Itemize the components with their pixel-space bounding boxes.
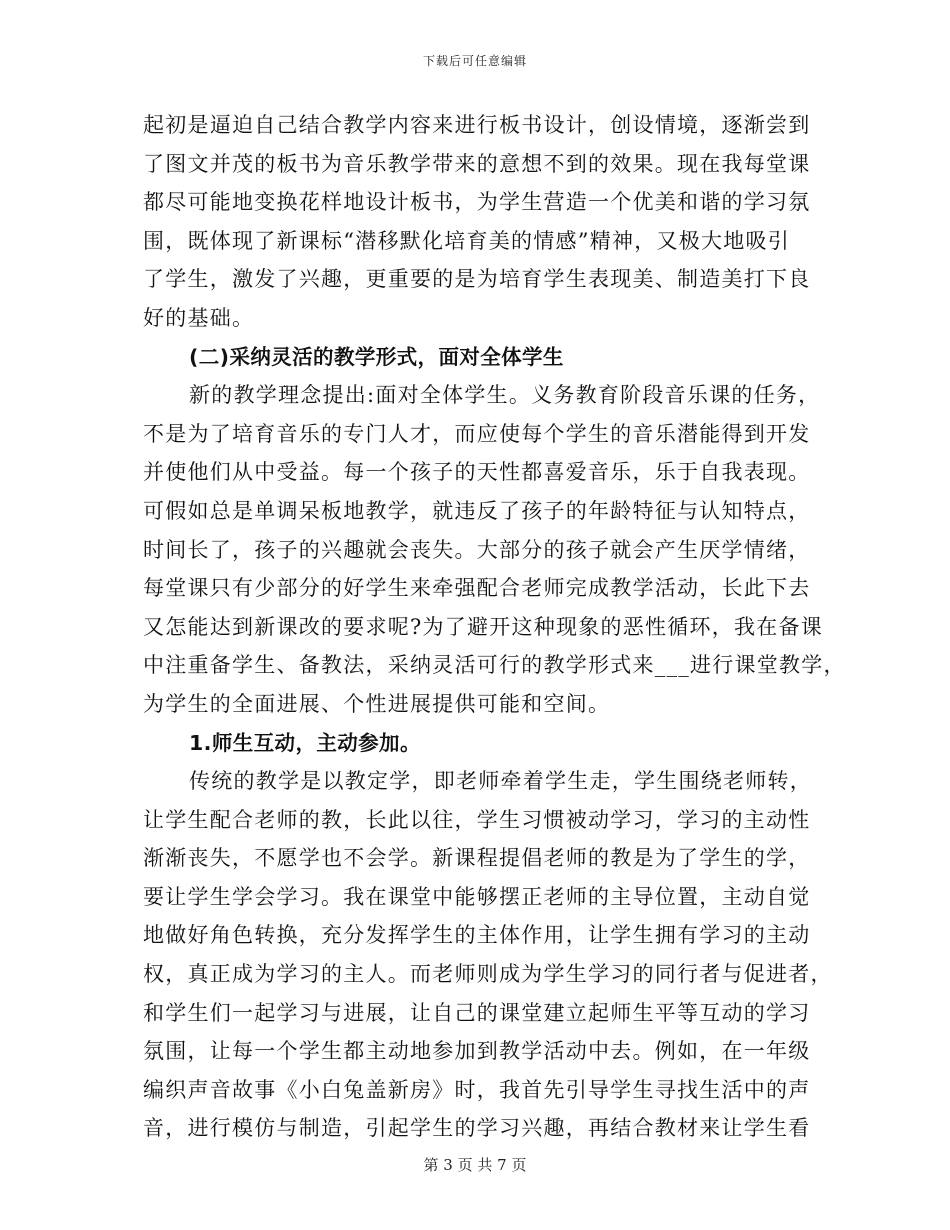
paragraph-line: 为学生的全面进展、个性进展提供可能和空间。 — [143, 691, 611, 716]
paragraph-line: 不是为了培育音乐的专门人才，而应使每个学生的音乐潜能得到开发 — [143, 421, 811, 446]
paragraph-line: 了学生，激发了兴趣，更重要的是为培育学生表现美、制造美打下良 — [143, 267, 811, 292]
paragraph-line: 地做好角色转换，充分发挥学生的主体作用，让学生拥有学习的主动 — [143, 923, 811, 948]
paragraph-line: 好的基础。 — [143, 305, 255, 330]
paragraph-line: 又怎能达到新课改的要求呢?为了避开这种现象的恶性循环，我在备课 — [143, 614, 824, 639]
paragraph-line: 都尽可能地变换花样地设计板书，为学生营造一个优美和谐的学习氛 — [143, 190, 811, 215]
paragraph-line: 传统的教学是以教定学，即老师牵着学生走，学生围绕老师转， — [189, 769, 812, 794]
paragraph-line: 了图文并茂的板书为音乐教学带来的意想不到的效果。现在我每堂课 — [143, 151, 811, 176]
paragraph-line: 时间长了，孩子的兴趣就会丧失。大部分的孩子就会产生厌学情绪， — [143, 537, 811, 562]
paragraph-line: 新的教学理念提出:面对全体学生。义务教育阶段音乐课的任务， — [189, 383, 821, 408]
paragraph-line: 氛围，让每一个学生都主动地参加到教学活动中去。例如，在一年级 — [143, 1039, 811, 1064]
paragraph-line: 权，真正成为学习的主人。而老师则成为学生学习的同行者与促进者， — [143, 962, 833, 987]
paragraph-line: 和学生们一起学习与进展，让自己的课堂建立起师生平等互动的学习 — [143, 1000, 811, 1025]
paragraph-line: 渐渐丧失，不愿学也不会学。新课程提倡老师的教是为了学生的学， — [143, 846, 811, 871]
paragraph-line: 围，既体现了新课标“潜移默化培育美的情感”精神，又极大地吸引 — [143, 228, 790, 253]
paragraph-line: 每堂课只有少部分的好学生来牵强配合老师完成教学活动，长此下去 — [143, 576, 811, 601]
section-heading: (二)采纳灵活的教学形式，面对全体学生 — [189, 344, 564, 369]
section-heading: 1.师生互动，主动参加。 — [189, 730, 421, 755]
page-header-note: 下载后可任意编辑 — [422, 54, 527, 68]
paragraph-line: 可假如总是单调呆板地教学，就违反了孩子的年龄特征与认知特点， — [143, 498, 811, 523]
paragraph-line: 中注重备学生、备教法，采纳灵活可行的教学形式来___进行课堂教学， — [143, 653, 846, 678]
paragraph-line: 编织声音故事《小白兔盖新房》时，我首先引导学生寻找生活中的声 — [143, 1077, 811, 1102]
paragraph-line: 让学生配合老师的教，长此以往，学生习惯被动学习，学习的主动性 — [143, 807, 811, 832]
document-body — [143, 106, 846, 1148]
paragraph-line: 要让学生学会学习。我在课堂中能够摆正老师的主导位置，主动自觉 — [143, 884, 811, 909]
paragraph-line: 并使他们从中受益。每一个孩子的天性都喜爱音乐，乐于自我表现。 — [143, 460, 811, 485]
paragraph-line: 起初是逼迫自己结合教学内容来进行板书设计，创设情境，逐渐尝到 — [143, 113, 811, 137]
page-number: 第 3 页 共 7 页 — [423, 1156, 527, 1174]
paragraph-line: 音，进行模仿与制造，引起学生的学习兴趣，再结合教材来让学生看 — [143, 1116, 811, 1141]
